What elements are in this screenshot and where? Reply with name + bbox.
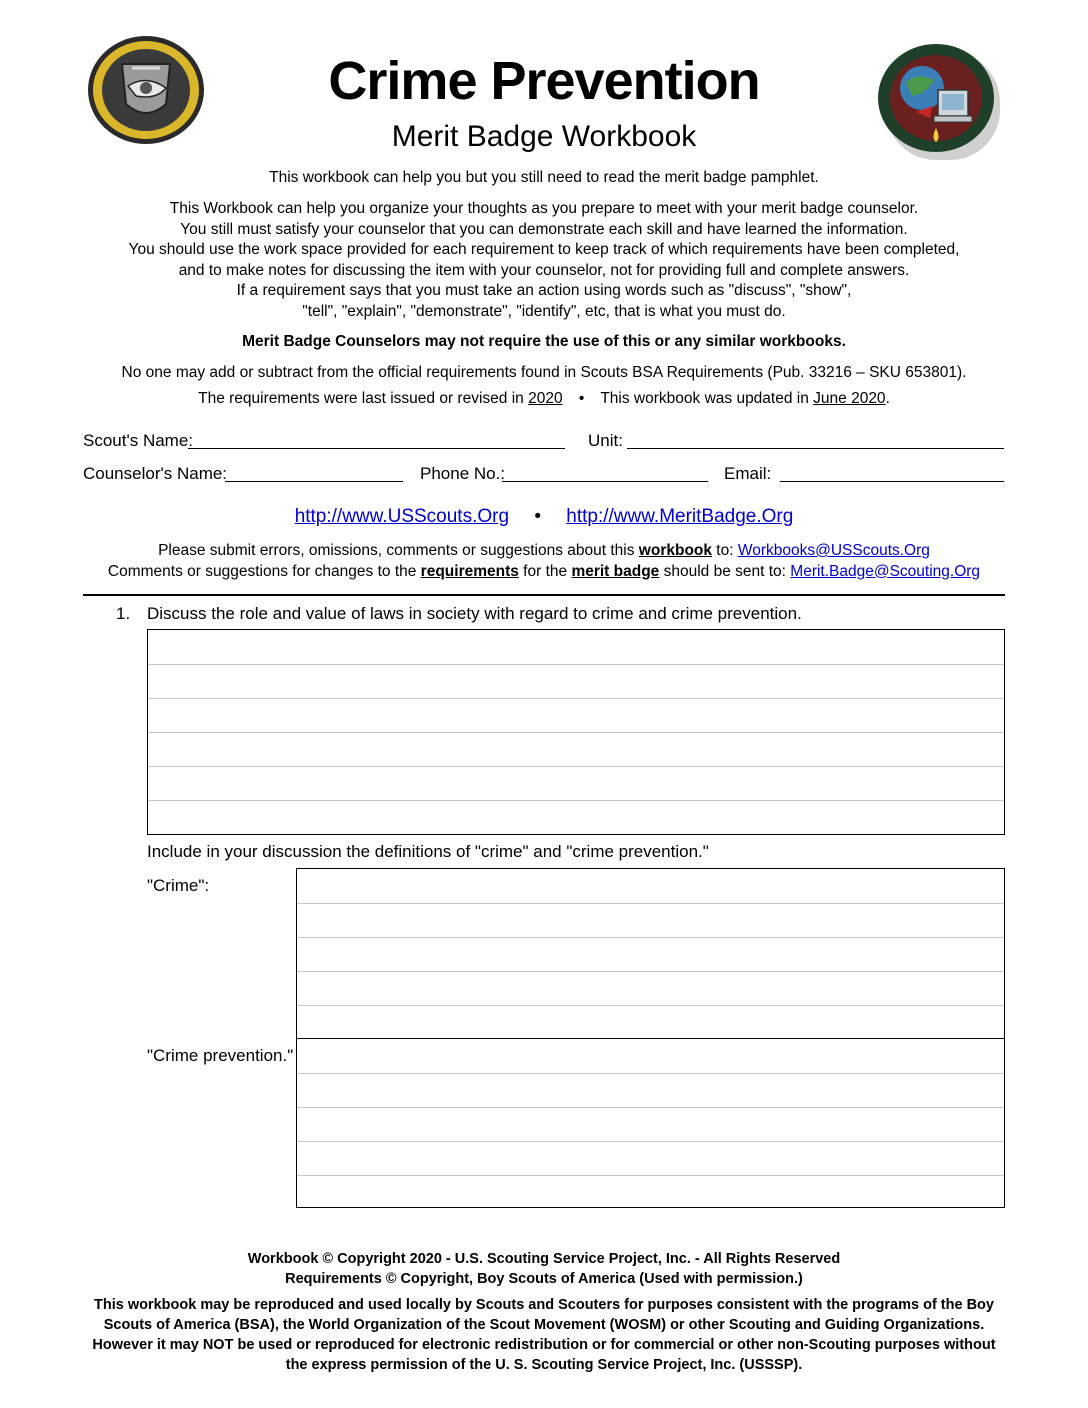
intro-paragraph-line: "tell", "explain", "demonstrate", "identify", etc, that is what you must do. xyxy=(302,302,786,320)
answer-line[interactable] xyxy=(297,869,1004,903)
answer-line[interactable] xyxy=(297,1005,1004,1037)
scout-name-label: Scout's Name: xyxy=(83,431,194,450)
answer-line[interactable] xyxy=(148,800,1004,833)
resource-links xyxy=(0,506,1088,528)
crime-prevention-definition-box[interactable] xyxy=(296,1038,1005,1208)
issued-prefix: The requirements were last issued or revised in xyxy=(198,390,529,407)
intro-paragraph-line: This Workbook can help you organize your thoughts as you prepare to meet with your merit badge counselor. xyxy=(169,200,919,217)
issued-year: 2020 xyxy=(528,390,563,407)
answer-line[interactable] xyxy=(297,1175,1004,1206)
workbooks-email-link[interactable]: Workbooks@USScouts.Org xyxy=(737,542,930,559)
phone-label: Phone No.: xyxy=(420,464,506,483)
answer-line[interactable] xyxy=(297,1141,1004,1175)
merit-badge-emphasis: merit badge xyxy=(571,562,660,580)
include-definitions-text: Include in your discussion the definitions of "crime" and "crime prevention." xyxy=(147,842,709,861)
submit-info xyxy=(0,541,1088,582)
submit-text: should be sent to: xyxy=(659,562,791,580)
answer-line[interactable] xyxy=(148,732,1004,766)
section-divider xyxy=(83,594,1005,596)
unit-label: Unit: xyxy=(588,431,623,450)
submit-text: Please submit errors, omissions, comments or suggestions about this xyxy=(158,542,639,559)
usscouts-link[interactable]: http://www.USScouts.Org xyxy=(294,506,510,527)
bullet-separator: • xyxy=(578,390,585,407)
email-label: Email: xyxy=(724,464,772,483)
intro-paragraph-line: You still must satisfy your counselor that you can demonstrate each skill and have learned the information. xyxy=(180,220,908,238)
submit-text: Comments or suggestions for changes to the xyxy=(107,562,421,580)
answer-line[interactable] xyxy=(297,903,1004,937)
page-title: Crime Prevention xyxy=(328,51,760,111)
page-subtitle: Merit Badge Workbook xyxy=(391,120,697,153)
meritbadge-link[interactable]: http://www.MeritBadge.Org xyxy=(566,506,794,527)
usage-notice xyxy=(0,1295,1088,1375)
answer-line[interactable] xyxy=(297,937,1004,971)
usage-notice-line: the express permission of the U. S. Scouting Service Project, Inc. (USSSP). xyxy=(285,1357,803,1373)
answer-line[interactable] xyxy=(148,698,1004,732)
submit-line-requirements xyxy=(0,562,1088,583)
counselor-notice: Merit Badge Counselors may not require the use of this or any similar workbooks. xyxy=(242,333,846,350)
answer-line[interactable] xyxy=(148,766,1004,800)
updated-suffix: . xyxy=(885,390,890,407)
updated-date: June 2020 xyxy=(813,390,886,407)
crime-label: "Crime": xyxy=(147,876,210,895)
requirement-number: 1. xyxy=(116,604,131,623)
counselor-name-label: Counselor's Name: xyxy=(83,464,228,483)
answer-line[interactable] xyxy=(297,1107,1004,1141)
scout-name-field[interactable] xyxy=(188,448,565,449)
phone-field[interactable] xyxy=(502,481,708,482)
merit-badge-email-link[interactable]: Merit.Badge@Scouting.Org xyxy=(790,562,981,580)
copyright-line: Requirements © Copyright, Boy Scouts of America (Used with permission.) xyxy=(285,1271,803,1287)
intro-line: This workbook can help you but you still need to read the merit badge pamphlet. xyxy=(269,169,819,186)
requirement-text: Discuss the role and value of laws in society with regard to crime and crime prevention. xyxy=(147,604,802,623)
submit-text: to: xyxy=(712,542,738,559)
answer-line[interactable] xyxy=(148,630,1004,664)
intro-paragraph-line: and to make notes for discussing the item with your counselor, not for providing full and complete answers. xyxy=(178,261,910,279)
copyright-line: Workbook © Copyright 2020 - U.S. Scouting Service Project, Inc. - All Rights Reserved xyxy=(247,1251,841,1267)
official-requirements-note: No one may add or subtract from the official requirements found in Scouts BSA Requirements (Pub. 33216 – SKU 653801). xyxy=(121,364,967,381)
usage-notice-line: However it may NOT be used or reproduced for electronic redistribution or for commercial or other non-Scouting purposes without xyxy=(92,1337,996,1353)
workbook-emphasis: workbook xyxy=(638,542,712,559)
updated-prefix: This workbook was updated in xyxy=(600,390,814,407)
crime-prevention-label: "Crime prevention." xyxy=(147,1046,294,1065)
answer-line[interactable] xyxy=(297,1039,1004,1073)
answer-line[interactable] xyxy=(297,971,1004,1005)
intro-paragraph-line: You should use the work space provided for each requirement to keep track of which requirements have been completed, xyxy=(128,241,960,258)
links-separator: • xyxy=(534,506,541,527)
copyright-footer xyxy=(0,1249,1088,1289)
unit-field[interactable] xyxy=(627,448,1004,449)
intro-paragraph-line: If a requirement says that you must take an action using words such as "discuss", "show", xyxy=(236,282,852,299)
answer-line[interactable] xyxy=(148,664,1004,698)
revision-line xyxy=(0,389,1088,410)
crime-definition-box[interactable] xyxy=(296,868,1005,1039)
answer-line[interactable] xyxy=(297,1073,1004,1107)
submit-text: for the xyxy=(518,562,572,580)
email-field[interactable] xyxy=(780,481,1004,482)
requirement-1-answer-box[interactable] xyxy=(147,629,1005,835)
usage-notice-line: This workbook may be reproduced and used locally by Scouts and Scouters for purposes consistent with the programs of the Boy xyxy=(94,1297,994,1313)
counselor-name-field[interactable] xyxy=(225,481,403,482)
requirements-emphasis: requirements xyxy=(420,562,519,580)
intro-paragraph xyxy=(0,199,1088,322)
submit-line-workbook xyxy=(0,541,1088,562)
usage-notice-line: Scouts of America (BSA), the World Organization of the Scout Movement (WOSM) or other Scouting and Guiding Organizations. xyxy=(103,1317,985,1333)
